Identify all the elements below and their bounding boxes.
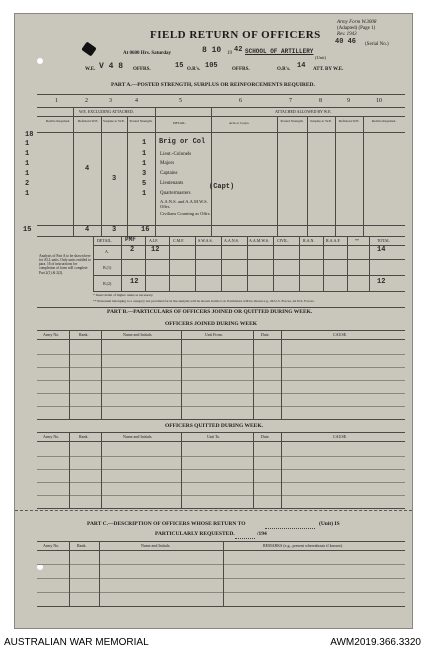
joined-header-date: Date. [261,332,270,337]
serial-label: (Serial No.) [365,42,389,47]
col-number: 1 [55,98,58,104]
col4-value: 1 [142,150,147,158]
at-label: At 0600 Hrs. Saturday [123,51,172,56]
col2-value: 4 [85,165,90,173]
attached-allowed-label: ATTACHED ALLOWED BY W.E. [275,109,332,114]
col-number: 9 [347,98,350,104]
offrs-label: OFFRS. [133,67,151,72]
footer-accession-number: AWM2019.366.3320 [330,637,421,648]
quitted-header-army-no: Army No. [43,434,60,439]
col-number: 4 [135,98,138,104]
header-posted-strength: Posted Strength. [129,119,153,123]
col-number: 2 [85,98,88,104]
footer-bar [0,635,425,653]
footnote-2: ** Personnel belonging to a category not provided for in the analysis will be shown in this Col. Particulars will be shown e.g., M.U.S. Forces, 2d N.Z. Forces. [93,299,315,303]
col1-value: 1 [25,160,30,168]
col-number: 5 [179,98,182,104]
header-arm-or-corps: Arm or Corps. [229,121,250,125]
col4-value: 5 [142,180,147,188]
joined-header-army-no: Army No. [43,332,60,337]
joined-header-rank: Rank. [79,332,89,337]
detail-row: Lieut.-Colonels [160,152,192,157]
joined-header-name: Name and Initials. [123,332,153,337]
col-number: 6 [239,98,242,104]
quitted-header-unit: Unit To. [207,434,221,439]
detail-row: Quartermasters [160,191,191,196]
analysis-header: C.M.F. [173,238,185,243]
analysis-header: DETAIL. [97,238,113,243]
analysis-header: CIVIL. [277,238,289,243]
analysis-header: A.A.M.W.S. [249,238,269,243]
part-c-unit-suffix: (Unit) IS [319,521,340,527]
date-value: 8 10 [202,46,222,55]
punch-hole [37,58,43,64]
joined-header-cause: CAUSE. [333,332,348,337]
analysis-header: A.I.F. [149,238,159,243]
part-c-year: /194 [257,531,267,537]
ors-attached-value: 14 [297,62,306,70]
unit-value: SCHOOL OF ARTILLERY [245,48,314,55]
header-att-surplus: Surplus to W.E. [310,119,332,123]
analysis-a-total: 14 [377,246,386,254]
col4-value: 1 [142,139,147,147]
col4-value: 1 [142,190,147,198]
analysis-a-cmf: 12 [151,246,160,254]
header-att-reints: Rein'ts Required. [371,119,397,123]
offrs-value: 15 [175,62,184,70]
header-detail: DETAIL. [173,121,187,125]
col1-value: 1 [25,190,30,198]
col4-value: 1 [142,160,147,168]
total-col1: 15 [23,226,32,234]
rank-handwritten: Brig or Col [159,138,206,146]
part-c-header-name: Name and Initials. [141,543,171,548]
analysis-row-label: A. [105,249,109,254]
col1-value: 1 [25,170,30,178]
analysis-header: R.A.A.F. [326,238,341,243]
header-surplus: Surplus to W.E. [103,119,125,123]
total-col2: 4 [85,226,90,234]
ors-label: O.R's. [187,67,201,72]
col-number: 10 [376,98,382,104]
form-reference: Army Form W.3008 [337,20,377,25]
we-label: W.E. [85,67,96,72]
analysis-instructions: Analysis of Part A to be shown here for ALL units. Only units entitled to para. 16 of instructions for completion of form will complete Part 2(1) & 2(2). [39,254,91,275]
detail-row: Lieutenants [160,181,184,186]
ors-attached-label: O.R's. [277,67,291,72]
joined-title: OFFICERS JOINED DURING WEEK [165,321,258,327]
analysis-a-aif: 2 [130,246,135,254]
part-c-title: PART C.—DESCRIPTION OF OFFICERS WHOSE RETURN TO [87,521,246,527]
col1-value: 1 [25,150,30,158]
col3-value: 3 [112,175,117,183]
serial-number-value: 40 46 [335,38,357,46]
quitted-header-date: Date. [261,434,270,439]
form-reference-page: (Adapted) (Page 1) [337,26,376,31]
footer-institution: AUSTRALIAN WAR MEMORIAL [4,637,149,648]
col-number: 7 [289,98,292,104]
we-value: V 4 8 [99,62,124,71]
analysis-header: S.W.A.S. [198,238,213,243]
part-a-title: PART A.—POSTED STRENGTH, SURPLUS OR REINFORCEMENTS REQUIRED. [111,82,315,88]
detail-row: A.A.N.S. and A.A.M.W.S. Offrs. [160,199,208,209]
part-c-subtitle: PARTICULARLY REQUESTED. [155,531,235,537]
quitted-header-name: Name and Initials. [123,434,153,439]
col-number: 3 [109,98,112,104]
analysis-b2-aif: 12 [130,278,139,286]
header-deficient: Deficient W.E. [77,119,99,123]
analysis-header: TOTAL [377,238,390,243]
detail-row: Captains [160,171,178,176]
analysis-row-label: B.(2) [103,281,112,286]
analysis-header: A.A.N.S. [224,238,239,243]
form-title: FIELD RETURN OF OFFICERS [150,29,321,41]
quitted-title: OFFICERS QUITTED DURING WEEK. [165,423,263,429]
perforation-line [15,510,412,511]
header-reints-required: Rein'ts Required. [45,119,71,123]
year-value: 42 [234,46,243,54]
col-number: 8 [319,98,322,104]
footnote-1: * Insert detail of higher ranks as necessary. [93,293,154,297]
part-c-header-army-no: Army No. [43,543,60,548]
att-by-we-label: ATT. BY W.E. [313,67,344,72]
year-prefix: 19 [227,51,232,56]
col1-value: 2 [25,180,30,188]
analysis-header: R.A.N. [303,238,315,243]
quitted-header-rank: Rank. [79,434,89,439]
we-excluding-attached-label: W.E. EXCLUDING ATTACHED. [79,109,134,114]
header-att-deficient: Deficient W.E. [338,119,360,123]
offrs-attached-label: OFFRS. [232,67,250,72]
analysis-row-label: B.(1) [103,265,112,270]
analysis-b2-total: 12 [377,278,386,286]
capt-handwritten: (Capt) [209,183,235,191]
header-att-posted-strength: Posted Strength. [280,119,304,123]
part-c-header-remarks: REMARKS (e.g., present whereabouts if known). [263,543,343,548]
joined-header-unit: Unit From. [205,332,223,337]
unit-label: (Unit) [315,55,326,60]
ors-value: 105 [205,62,218,70]
col1-total-mark: 18 [25,131,34,139]
form-sheet [14,13,413,629]
analysis-header: ** [355,238,359,243]
detail-row: Majors [160,161,175,166]
ink-mark [81,41,97,56]
total-col3: 3 [112,226,117,234]
col1-value: 1 [25,140,30,148]
col4-value: 3 [142,170,147,178]
form-revision: Rev. 1943 [337,32,357,37]
total-col4: 16 [141,226,150,234]
part-b-title: PART B.—PARTICULARS OF OFFICERS JOINED OR QUITTED DURING WEEK. [107,309,313,315]
analysis-header: PMF [125,236,136,243]
detail-row: Civilians Counting as Offrs. [160,211,211,216]
quitted-header-cause: CAUSE. [333,434,348,439]
part-c-header-rank: Rank. [77,543,87,548]
